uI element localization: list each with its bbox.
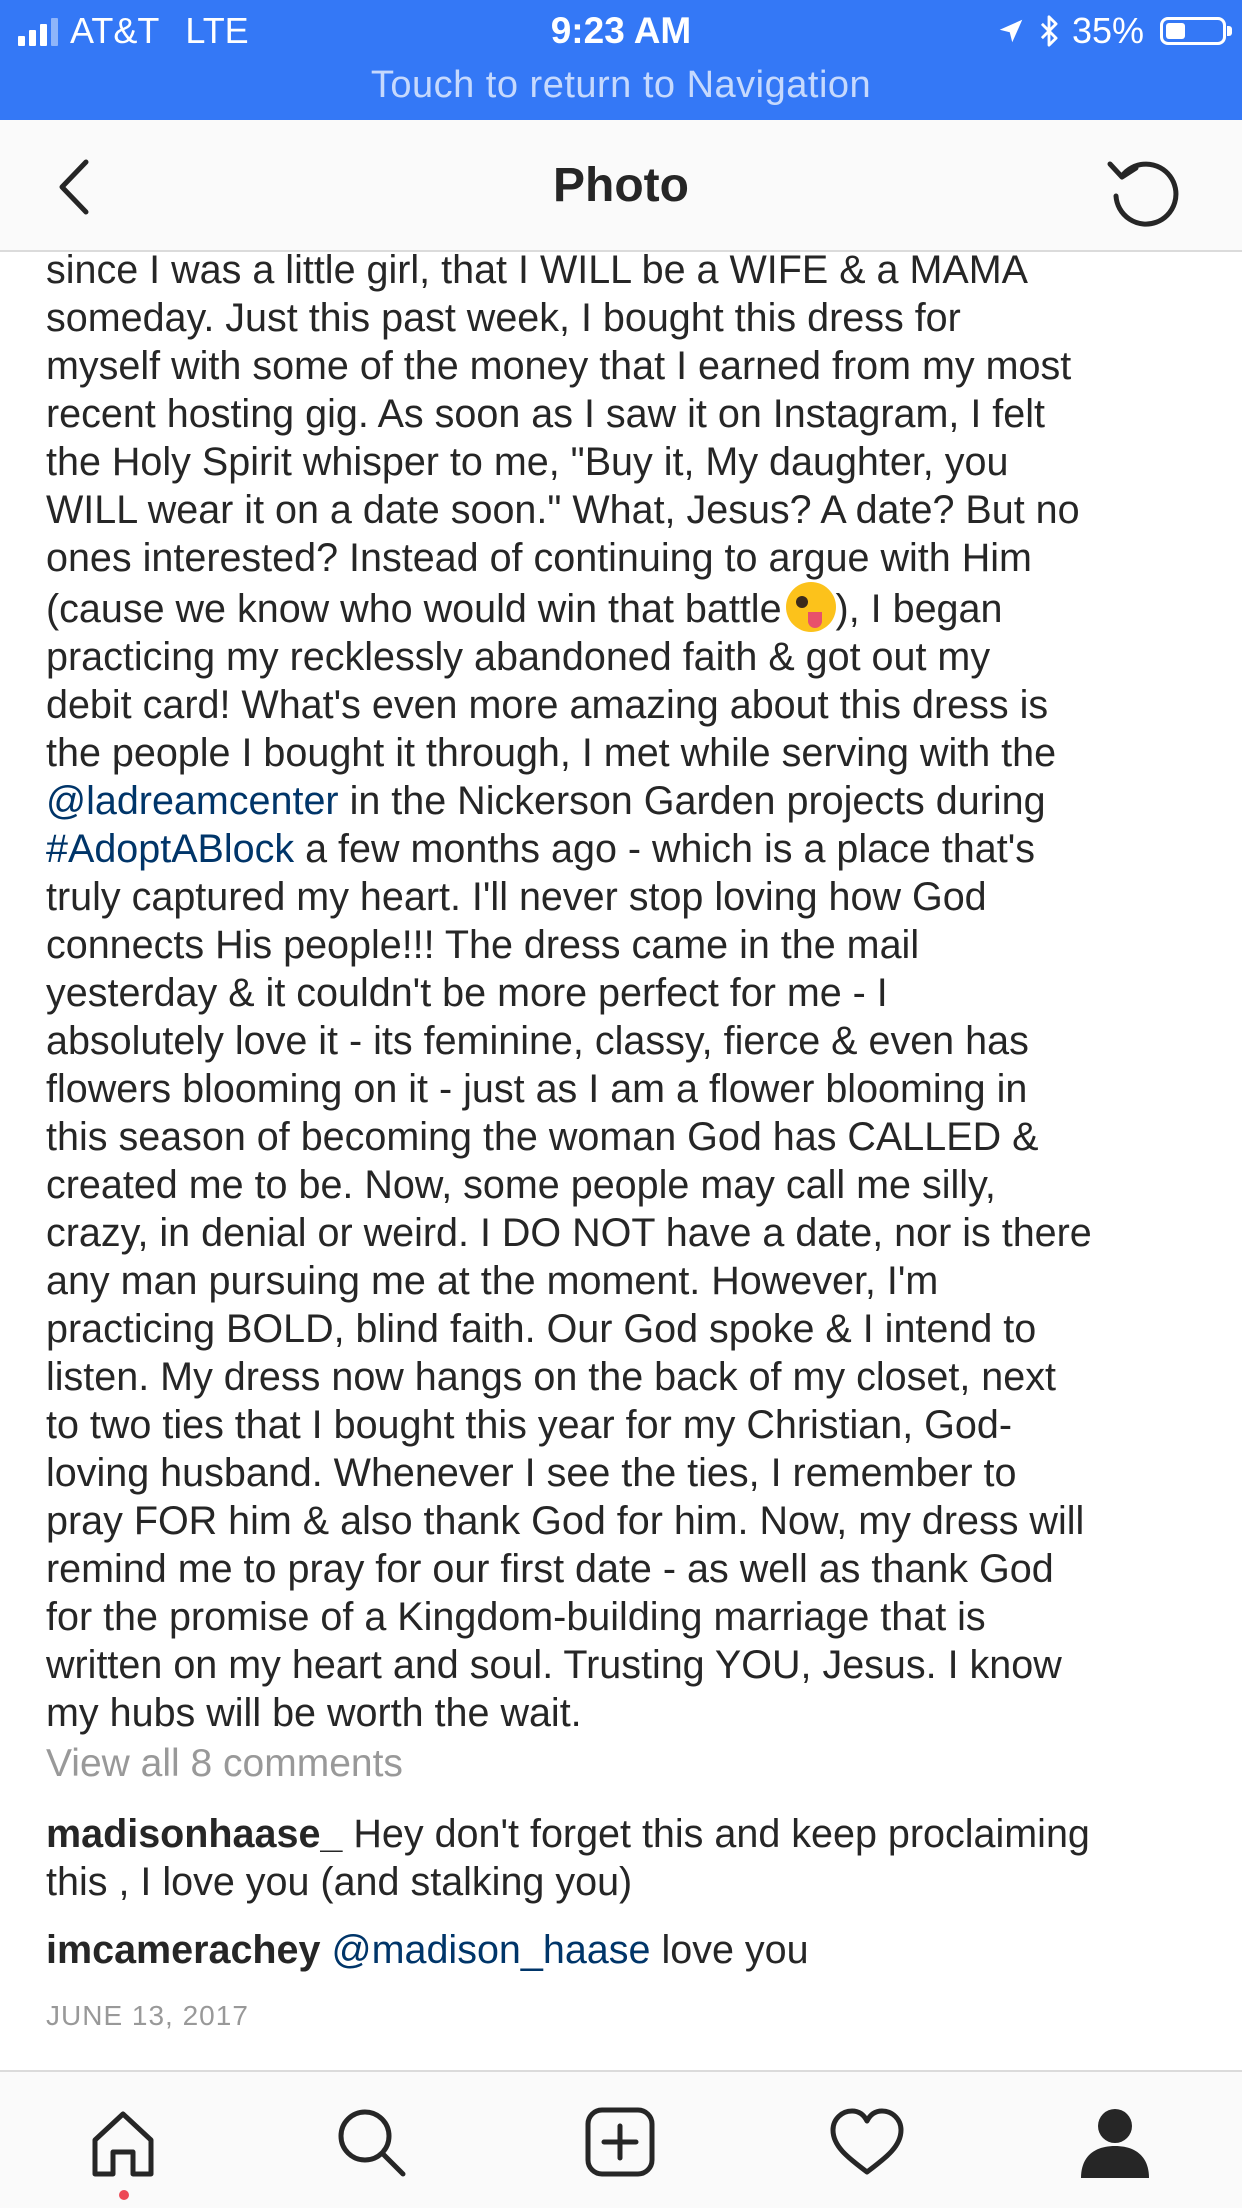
caption-line: pray FOR him & also thank God for him. Now, my dress will [46, 1499, 1085, 1543]
caption-line: since I was a little girl, that I WILL be a WIFE & a MAMA [46, 252, 1028, 292]
battery-icon [1160, 17, 1226, 45]
caption-line: absolutely love it - its feminine, classy, fierce & even has [46, 1019, 1029, 1063]
caption-line: ones interested? Instead of continuing to argue with Him [46, 536, 1032, 580]
caption-line: truly captured my heart. I'll never stop loving how God [46, 875, 987, 919]
comment-text: this , I love you (and stalking you) [46, 1860, 633, 1904]
caption-text: a few months ago - which is a place that's [294, 827, 1035, 871]
heart-icon [827, 2102, 907, 2182]
return-to-navigation-banner[interactable]: Touch to return to Navigation [370, 64, 872, 106]
caption-line: crazy, in denial or weird. I DO NOT have a date, nor is there [46, 1211, 1092, 1255]
hashtag-link[interactable]: #AdoptABlock [46, 827, 295, 871]
refresh-icon [1102, 146, 1186, 230]
mention-link[interactable]: @madison_haase [331, 1928, 651, 1972]
tab-profile[interactable] [1075, 2102, 1155, 2182]
comment-item [46, 1810, 1206, 1906]
status-bar [0, 0, 1242, 120]
caption-line: loving husband. Whenever I see the ties, I remember to [46, 1451, 1017, 1495]
nav-bar [0, 120, 1242, 252]
caption-line: recent hosting gig. As soon as I saw it on Instagram, I felt [46, 392, 1045, 436]
comment-username[interactable]: madisonhaase_ [46, 1812, 343, 1856]
battery-level [1166, 23, 1185, 39]
caption-line: yesterday & it couldn't be more perfect for me - I [46, 971, 888, 1015]
caption-text: in the Nickerson Garden projects during [338, 779, 1046, 823]
caption-line: my hubs will be worth the wait. [46, 1691, 582, 1735]
caption-line: WILL wear it on a date soon." What, Jesus? A date? But no [46, 488, 1080, 532]
comment-text: Hey don't forget this and keep proclaiming [342, 1812, 1090, 1856]
caption-line: this season of becoming the woman God has CALLED & [46, 1115, 1039, 1159]
home-icon [83, 2102, 163, 2182]
tab-search[interactable] [331, 2102, 411, 2182]
caption-line: written on my heart and soul. Trusting YOU, Jesus. I know [46, 1643, 1062, 1687]
refresh-button[interactable] [1102, 146, 1186, 230]
carrier-label: AT&T [70, 10, 160, 51]
caption-line [46, 777, 1206, 825]
caption-line: connects His people!!! The dress came in the mail [46, 923, 920, 967]
bluetooth-icon [1038, 14, 1060, 48]
caption-line: any man pursuing me at the moment. However, I'm [46, 1259, 939, 1303]
comment-text: love you [650, 1928, 809, 1972]
page-title: Photo [553, 159, 689, 212]
location-arrow-icon [996, 16, 1026, 46]
caption-line: created me to be. Now, some people may call me silly, [46, 1163, 996, 1207]
tab-activity[interactable] [827, 2102, 907, 2182]
caption-line [46, 582, 1206, 633]
status-time: 9:23 AM [550, 10, 692, 51]
profile-icon [1075, 2102, 1155, 2182]
view-all-comments-link[interactable]: View all 8 comments [46, 1742, 403, 1785]
status-right [996, 10, 1226, 52]
tab-new-post[interactable] [580, 2102, 660, 2182]
battery-percent: 35% [1071, 10, 1144, 51]
caption-line: debit card! What's even more amazing about this dress is [46, 683, 1049, 727]
caption-line: remind me to pray for our first date - as well as thank God [46, 1547, 1054, 1591]
caption-line: the Holy Spirit whisper to me, "Buy it, My daughter, you [46, 440, 1009, 484]
post-date: JUNE 13, 2017 [46, 2000, 249, 2031]
caption-line: listen. My dress now hangs on the back of my closet, next [46, 1355, 1056, 1399]
network-label: LTE [185, 10, 249, 51]
caption-line: practicing BOLD, blind faith. Our God spoke & I intend to [46, 1307, 1037, 1351]
caption-line: someday. Just this past week, I bought this dress for [46, 296, 961, 340]
caption-line [46, 825, 1206, 873]
add-post-icon [580, 2102, 660, 2182]
caption-text: (cause we know who would win that battle [46, 587, 782, 631]
caption-line: the people I bought it through, I met while serving with the [46, 731, 1057, 775]
search-icon [331, 2102, 411, 2182]
caption-line: practicing my recklessly abandoned faith & got out my [46, 635, 991, 679]
caption-text: ), I began [835, 587, 1003, 631]
mention-link[interactable]: @ladreamcenter [46, 779, 339, 823]
notification-dot [119, 2190, 129, 2200]
post-caption [46, 252, 1206, 1737]
tab-home[interactable] [83, 2102, 163, 2182]
tab-bar [0, 2070, 1242, 2208]
winking-face-with-tongue-emoji [786, 582, 836, 632]
comment-item [46, 1926, 1206, 1974]
caption-line: flowers blooming on it - just as I am a flower blooming in [46, 1067, 1028, 1111]
post-content [0, 252, 1242, 2070]
caption-line: myself with some of the money that I earned from my most [46, 344, 1072, 388]
comment-username[interactable]: imcamerachey [46, 1928, 321, 1972]
caption-line: to two ties that I bought this year for my Christian, God- [46, 1403, 1012, 1447]
caption-line: for the promise of a Kingdom-building marriage that is [46, 1595, 986, 1639]
